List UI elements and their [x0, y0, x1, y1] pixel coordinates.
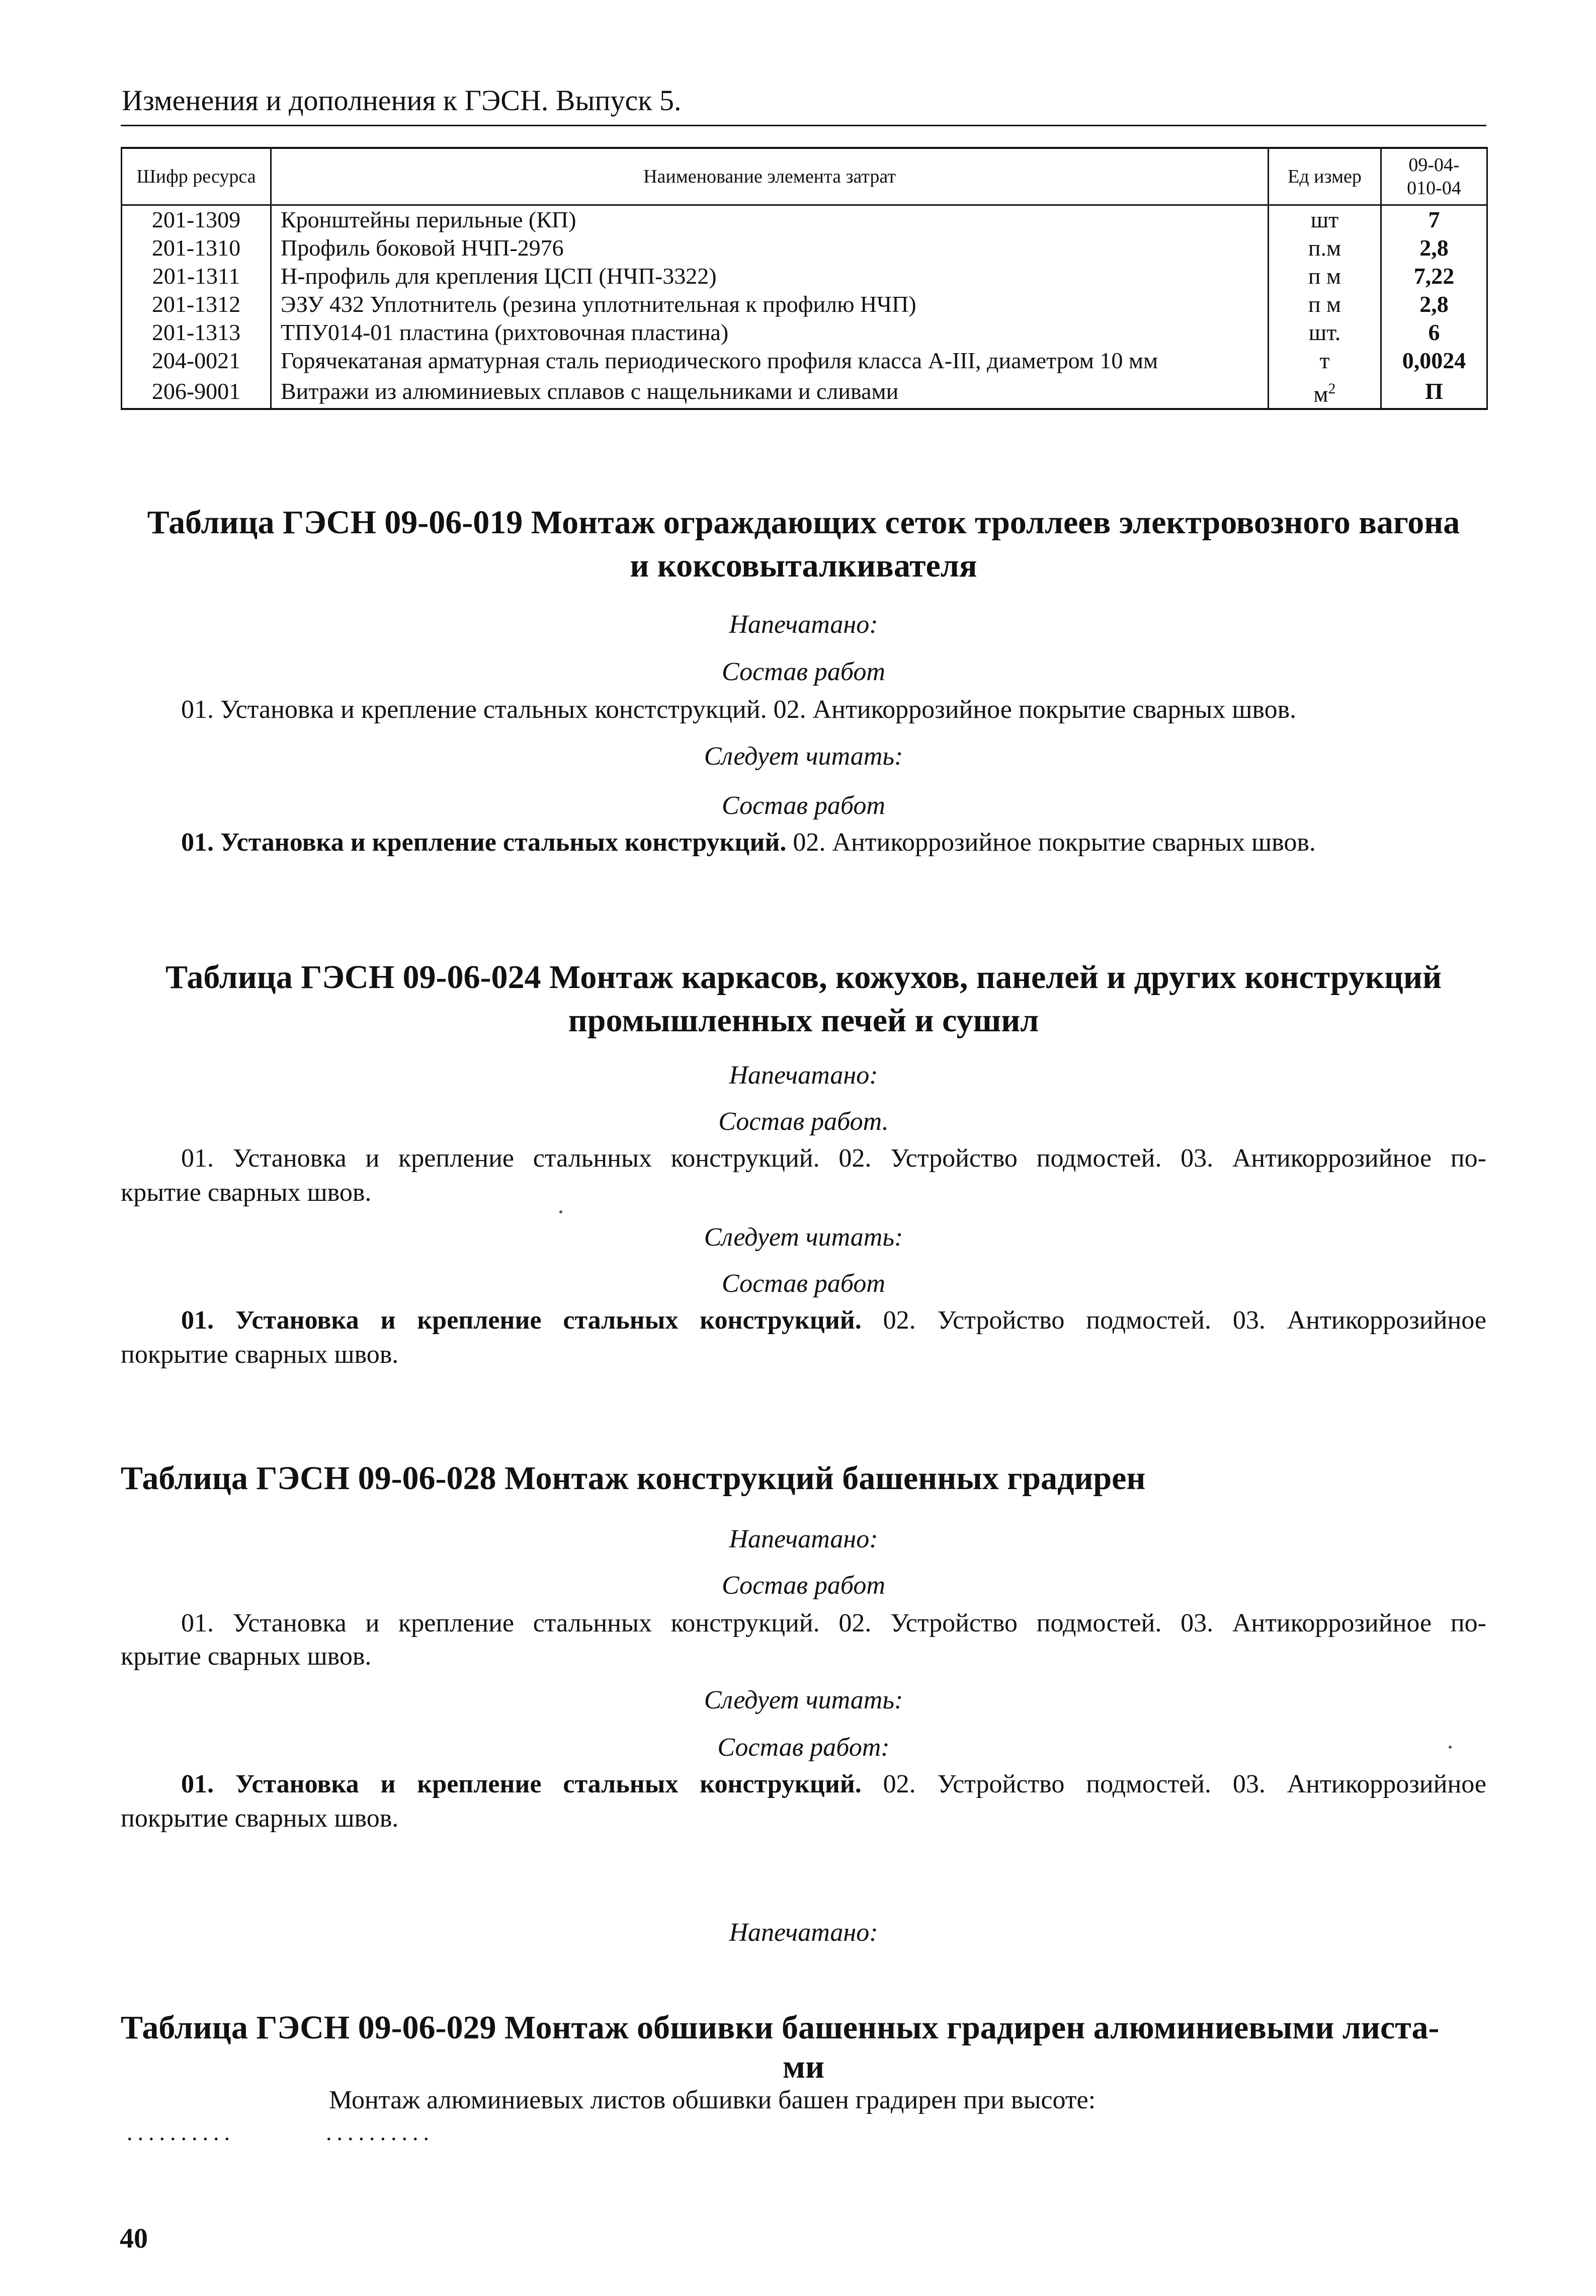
cell-value: 7,22: [1381, 262, 1487, 290]
cell-code: 201-1309: [122, 205, 271, 234]
cell-code: 201-1313: [122, 318, 271, 347]
printed-text-019: 01. Установка и крепление стальных констструкций. 02. Антикоррозийное покрытие сварных швов.: [181, 695, 1297, 724]
read-heading-028: Состав работ:: [717, 1733, 890, 1762]
scan-speck: [1449, 1746, 1452, 1749]
cell-name: ТПУ014-01 пластина (рихтовочная пластина): [271, 318, 1269, 347]
cell-unit-text: п.м: [1308, 235, 1341, 261]
column-header-name: Наименование элемента затрат: [271, 148, 1269, 205]
cell-unit: [1269, 375, 1381, 409]
column-header-unit: Ед измер: [1269, 148, 1381, 205]
read-heading-019: Состав работ: [722, 791, 885, 820]
cell-code: 201-1311: [122, 262, 271, 290]
section-title-024-line1: Таблица ГЭСН 09-06-024 Монтаж каркасов, кожухов, панелей и других конструкций: [165, 959, 1442, 996]
cell-unit: [1269, 234, 1381, 262]
read-label-028: Следует читать:: [704, 1686, 903, 1714]
section-title-028: Таблица ГЭСН 09-06-028 Монтаж конструкций башенных градирен: [121, 1460, 1146, 1497]
section-title-029-line1: Таблица ГЭСН 09-06-029 Монтаж обшивки башенных градирен алюминиевыми листа-: [121, 2009, 1440, 2046]
dots-leader-right: ..........: [326, 2119, 434, 2145]
cell-value: 0,0024: [1381, 347, 1487, 375]
table-row: [122, 318, 1487, 347]
cell-name: ЭЗУ 432 Уплотнитель (резина уплотнительная к профилю НЧП): [271, 290, 1269, 318]
page-number: 40: [120, 2223, 148, 2254]
cell-value: 6: [1381, 318, 1487, 347]
read-text-019-bold: 01. Установка и крепление стальных конструкций.: [181, 828, 787, 857]
cell-unit-text: т: [1319, 348, 1330, 373]
cell-unit-text: шт: [1310, 207, 1339, 232]
printed-text-028-line2: крытие сварных швов.: [121, 1642, 372, 1671]
table-row: [122, 234, 1487, 262]
printed-label-029: Напечатано:: [729, 1918, 878, 1947]
cell-unit-superscript: 2: [1328, 380, 1336, 397]
printed-label-024: Напечатано:: [729, 1061, 878, 1090]
read-text-028-rest: 02. Устройство подмостей. 03. Антикоррозийное: [861, 1770, 1487, 1798]
cell-value: П: [1381, 375, 1487, 409]
table-row: [122, 290, 1487, 318]
read-text-028-bold: 01. Установка и крепление стальных конструкций.: [181, 1770, 862, 1798]
printed-heading-019: Состав работ: [722, 658, 885, 686]
cell-code: 204-0021: [122, 347, 271, 375]
printed-label-028: Напечатано:: [729, 1525, 878, 1553]
dots-leader-left: ..........: [127, 2119, 235, 2145]
column-header-value-line1: 09-04-: [1408, 154, 1460, 176]
section-title-019-line2: и коксовыталкивателя: [630, 547, 977, 584]
read-text-019-rest: 02. Антикоррозийное покрытие сварных швов.: [786, 828, 1316, 857]
read-heading-024: Состав работ: [722, 1269, 885, 1298]
cell-name: Витражи из алюминиевых сплавов с нащельниками и сливами: [271, 375, 1269, 409]
cell-code: 201-1310: [122, 234, 271, 262]
printed-heading-028: Состав работ: [722, 1571, 885, 1600]
table-header-row: [122, 148, 1487, 205]
cell-name: Горячекатаная арматурная сталь периодического профиля класса А-III, диаметром 10 мм: [271, 347, 1269, 375]
read-text-028-line1: [121, 1767, 1486, 1802]
read-text-024-rest: 02. Устройство подмостей. 03. Антикоррозийное: [861, 1306, 1487, 1335]
section-title-024-line2: промышленных печей и сушил: [568, 1002, 1039, 1039]
section-title-029-line2: ми: [783, 2048, 824, 2085]
cell-unit: [1269, 318, 1381, 347]
table-body: [122, 205, 1487, 409]
read-text-019: [121, 825, 1486, 860]
read-text-028-line2: покрытие сварных швов.: [121, 1804, 399, 1833]
printed-text-024-line1: 01. Установка и крепление стальнных конструкций. 02. Устройство подмостей. 03. Антикоррозийное по-: [181, 1144, 1486, 1173]
running-header: Изменения и дополнения к ГЭСН. Выпуск 5.: [122, 84, 682, 117]
cell-unit: [1269, 205, 1381, 234]
table-row: [122, 205, 1487, 234]
table-029-subtitle: Монтаж алюминиевых листов обшивки башен градирен при высоте:: [329, 2086, 1096, 2114]
header-rule: [121, 125, 1486, 126]
read-text-024-bold: 01. Установка и крепление стальных конструкций.: [181, 1306, 862, 1335]
scan-speck: [559, 1210, 562, 1213]
printed-label-019: Напечатано:: [729, 610, 878, 639]
cell-name: Профиль боковой НЧП-2976: [271, 234, 1269, 262]
cell-unit: [1269, 347, 1381, 375]
cell-value: 2,8: [1381, 234, 1487, 262]
cell-unit: [1269, 262, 1381, 290]
cell-unit: [1269, 290, 1381, 318]
cell-unit-text: п м: [1308, 291, 1341, 317]
printed-text-028-line1: 01. Установка и крепление стальнных конструкций. 02. Устройство подмостей. 03. Антикоррозийное по-: [181, 1609, 1486, 1637]
section-title-019-line1: Таблица ГЭСН 09-06-019 Монтаж ограждающих сеток троллеев электровозного вагона: [147, 504, 1460, 541]
printed-heading-024: Состав работ.: [718, 1107, 889, 1136]
cell-name: Н-профиль для крепления ЦСП (НЧП-3322): [271, 262, 1269, 290]
table-row: [122, 262, 1487, 290]
cell-value: 2,8: [1381, 290, 1487, 318]
cell-code: 201-1312: [122, 290, 271, 318]
read-label-024: Следует читать:: [704, 1223, 903, 1252]
cell-value: 7: [1381, 205, 1487, 234]
read-text-024-line1: [121, 1303, 1486, 1338]
cell-unit-text: шт.: [1308, 319, 1341, 345]
cell-unit-text: м: [1313, 381, 1328, 407]
column-header-value-line2: 010-04: [1407, 178, 1461, 199]
resource-table: [121, 147, 1488, 410]
table-row: [122, 347, 1487, 375]
printed-text-024-line2: крытие сварных швов.: [121, 1178, 372, 1207]
table-row: [122, 375, 1487, 409]
cell-name: Кронштейны перильные (КП): [271, 205, 1269, 234]
cell-unit-text: п м: [1308, 263, 1341, 289]
column-header-code: Шифр ресурса: [122, 148, 271, 205]
column-header-value: [1381, 148, 1487, 205]
cell-code: 206-9001: [122, 375, 271, 409]
read-label-019: Следует читать:: [704, 742, 903, 771]
read-text-024-line2: покрытие сварных швов.: [121, 1340, 399, 1369]
